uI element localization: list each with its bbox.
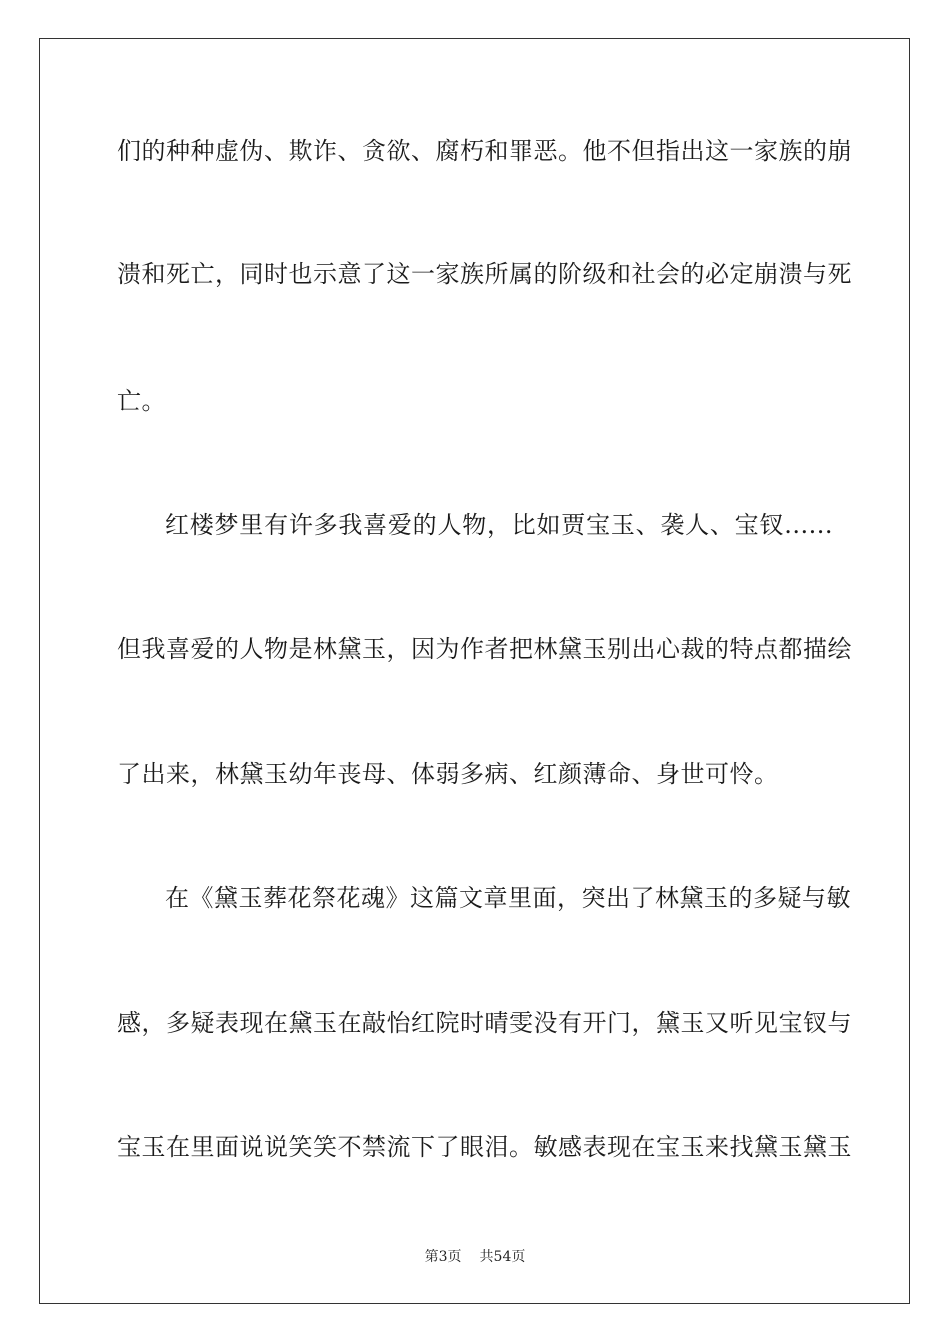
page-total: 共54页 bbox=[479, 1249, 526, 1265]
text-line-5: 但我喜爱的人物是林黛玉，因为作者把林黛玉别出心裁的特点都描绘 bbox=[117, 635, 852, 663]
text-line-6: 了出来，林黛玉幼年丧母、体弱多病、红颜薄命、身世可怜。 bbox=[117, 760, 779, 788]
text-line-3: 亡。 bbox=[117, 387, 166, 415]
text-line-7: 在《黛玉葬花祭花魂》这篇文章里面，突出了林黛玉的多疑与敏 bbox=[165, 884, 851, 912]
page-footer bbox=[0, 1248, 950, 1266]
text-line-2: 溃和死亡，同时也示意了这一家族所属的阶级和社会的必定崩溃与死 bbox=[117, 260, 852, 288]
page-frame bbox=[39, 38, 910, 1304]
text-line-9: 宝玉在里面说说笑笑不禁流下了眼泪。敏感表现在宝玉来找黛玉黛玉 bbox=[117, 1133, 852, 1161]
text-line-8: 感，多疑表现在黛玉在敲怡红院时晴雯没有开门，黛玉又听见宝钗与 bbox=[117, 1009, 852, 1037]
text-line-4: 红楼梦里有许多我喜爱的人物，比如贾宝玉、袭人、宝钗...... bbox=[165, 511, 833, 539]
page-number: 第3页 bbox=[424, 1249, 462, 1265]
text-line-1: 们的种种虚伪、欺诈、贪欲、腐朽和罪恶。他不但指出这一家族的崩 bbox=[117, 137, 852, 165]
